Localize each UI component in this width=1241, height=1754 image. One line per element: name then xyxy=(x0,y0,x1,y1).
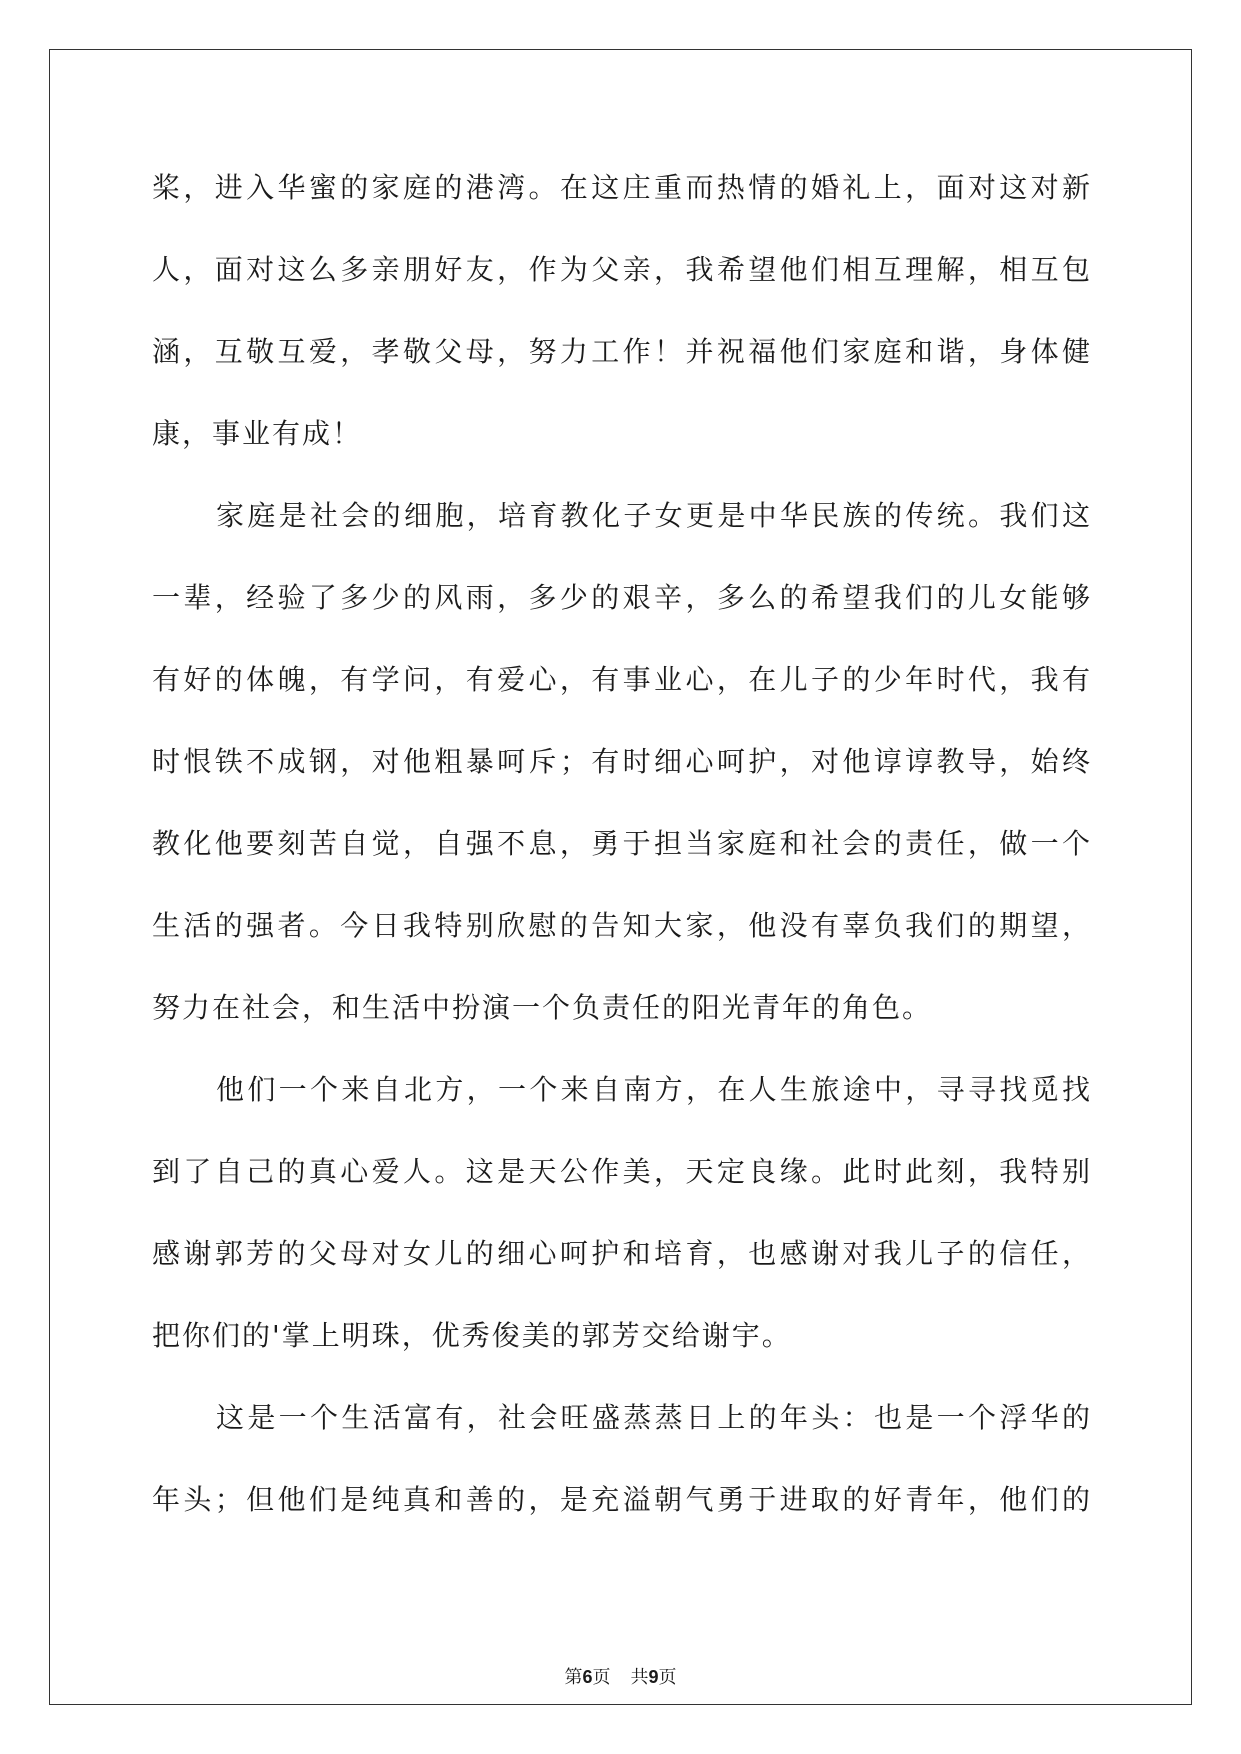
text-line: 时恨铁不成钢，对他粗暴呵斥；有时细心呵护，对他谆谆教导，始终 xyxy=(152,745,1092,778)
current-page-number: 6 xyxy=(582,1667,593,1687)
footer-page-suffix: 页 xyxy=(592,1667,611,1688)
text-line: 康，事业有成！ xyxy=(152,417,363,450)
text-line: 桨，进入华蜜的家庭的港湾。在这庄重而热情的婚礼上，面对这对新 xyxy=(152,171,1092,204)
text-line: 他们一个来自北方，一个来自南方，在人生旅途中，寻寻找觅找 xyxy=(216,1073,1092,1106)
footer-total-prefix: 共 xyxy=(630,1667,649,1688)
text-line: 家庭是社会的细胞，培育教化子女更是中华民族的传统。我们这 xyxy=(216,499,1092,532)
text-line: 一辈，经验了多少的风雨，多少的艰辛，多么的希望我们的儿女能够 xyxy=(152,581,1092,614)
text-line: 涵，互敬互爱，孝敬父母，努力工作！并祝福他们家庭和谐，身体健 xyxy=(152,335,1092,368)
document-body xyxy=(152,160,1092,1554)
text-line: 努力在社会，和生活中扮演一个负责任的阳光青年的角色。 xyxy=(152,991,933,1024)
footer-total-suffix: 页 xyxy=(658,1667,677,1688)
paragraph-2 xyxy=(152,488,1092,1062)
footer-prefix: 第 xyxy=(564,1667,583,1688)
page-footer xyxy=(0,1663,1241,1689)
text-line: 年头；但他们是纯真和善的，是充溢朝气勇于进取的好青年，他们的 xyxy=(152,1483,1092,1516)
paragraph-1 xyxy=(152,160,1092,488)
text-line: 生活的强者。今日我特别欣慰的告知大家，他没有辜负我们的期望， xyxy=(152,909,1092,942)
text-line: 教化他要刻苦自觉，自强不息，勇于担当家庭和社会的责任，做一个 xyxy=(152,827,1092,860)
paragraph-3 xyxy=(152,1062,1092,1390)
text-line: 人，面对这么多亲朋好友，作为父亲，我希望他们相互理解，相互包 xyxy=(152,253,1092,286)
text-line: 这是一个生活富有，社会旺盛蒸蒸日上的年头：也是一个浮华的 xyxy=(216,1401,1092,1434)
text-line: 感谢郭芳的父母对女儿的细心呵护和培育，也感谢对我儿子的信任， xyxy=(152,1237,1092,1270)
text-line: 有好的体魄，有学问，有爱心，有事业心，在儿子的少年时代，我有 xyxy=(152,663,1092,696)
text-line: 到了自己的真心爱人。这是天公作美，天定良缘。此时此刻，我特别 xyxy=(152,1155,1092,1188)
paragraph-4 xyxy=(152,1390,1092,1554)
total-page-count: 9 xyxy=(648,1667,659,1687)
text-line: 把你们的'掌上明珠，优秀俊美的郭芳交给谢宇。 xyxy=(152,1319,792,1352)
